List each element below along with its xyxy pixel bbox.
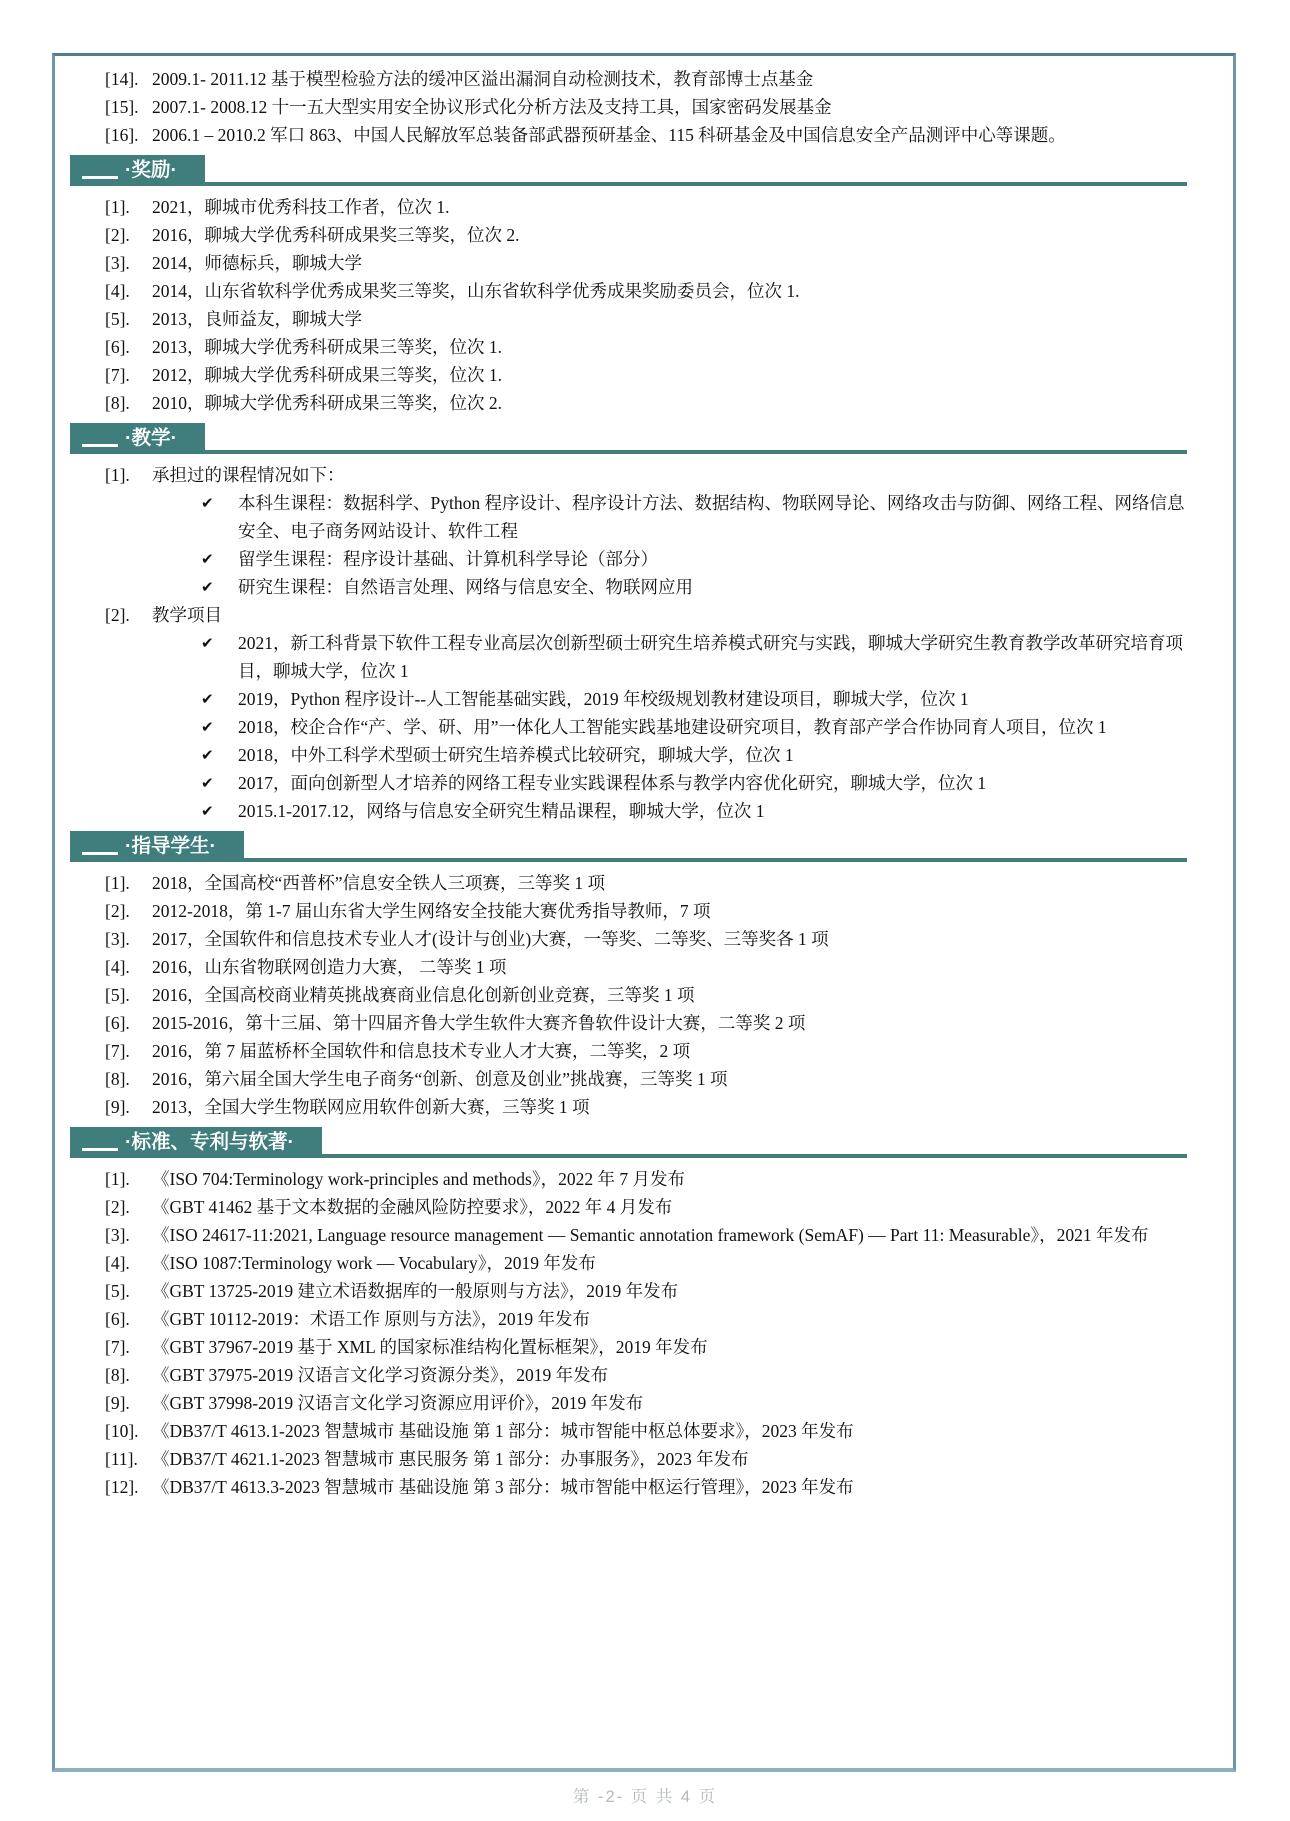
header-dash-decoration [82, 176, 118, 179]
item-number: [9]. [105, 1393, 130, 1413]
list-item [105, 1277, 1187, 1305]
checkmark-icon: ✔ [201, 774, 214, 792]
item-number: [4]. [105, 957, 130, 977]
item-number: [5]. [105, 309, 130, 329]
list-item [105, 121, 1187, 149]
list-item [105, 93, 1187, 121]
list-item [105, 869, 1187, 897]
item-text: 《GBT 13725-2019 建立术语数据库的一般原则与方法》，2019 年发布 [152, 1281, 679, 1301]
item-number: [4]. [105, 1253, 130, 1273]
document-content [55, 56, 1233, 1501]
checkmark-icon: ✔ [201, 746, 214, 764]
item-number: [11]. [105, 1449, 138, 1469]
section-header [70, 155, 1187, 186]
item-number: [15]. [105, 97, 139, 117]
list-item [105, 221, 1187, 249]
item-number: [6]. [105, 337, 130, 357]
sub-list-item [105, 685, 1187, 713]
sub-item-text: 2015.1-2017.12，网络与信息安全研究生精品课程，聊城大学，位次 1 [238, 801, 765, 821]
item-text: 2013，全国大学生物联网应用软件创新大赛，三等奖 1 项 [152, 1097, 590, 1117]
section-rule [205, 182, 1187, 186]
item-number: [8]. [105, 1365, 130, 1385]
checkmark-icon: ✔ [201, 718, 214, 736]
list-item [105, 1249, 1187, 1277]
list-item [105, 1221, 1187, 1249]
item-text: 《GBT 37975-2019 汉语言文化学习资源分类》，2019 年发布 [152, 1365, 609, 1385]
section-title-box [70, 423, 205, 454]
list-item [105, 1361, 1187, 1389]
item-text: 《ISO 704:Terminology work-principles and methods》，2022 年 7 月发布 [152, 1169, 685, 1189]
list-item [105, 1065, 1187, 1093]
item-text: 《GBT 37998-2019 汉语言文化学习资源应用评价》，2019 年发布 [152, 1393, 644, 1413]
list-item [105, 601, 1187, 629]
section-title: ·标准、专利与软著· [125, 1131, 294, 1153]
sub-list-item [105, 629, 1187, 685]
item-text: 2016，山东省物联网创造力大赛， 二等奖 1 项 [152, 957, 507, 977]
page-number: 第 -2- 页 共 4 页 [572, 1788, 718, 1806]
item-text: 2016，聊城大学优秀科研成果奖三等奖，位次 2. [152, 225, 520, 245]
section-title-box [70, 831, 244, 862]
section-title-box [70, 1127, 322, 1158]
list-item [105, 925, 1187, 953]
item-number: [16]. [105, 125, 139, 145]
section-header [70, 1127, 1187, 1158]
item-number: [6]. [105, 1013, 130, 1033]
list-item [105, 1165, 1187, 1193]
item-text: 2017，全国软件和信息技术专业人才(设计与创业)大赛，一等奖、二等奖、三等奖各 1 项 [152, 929, 829, 949]
item-text: 《ISO 24617-11:2021, Language resource management — Semantic annotation framework (SemAF) — Part 11: Measurable》，2021 年发布 [152, 1225, 1149, 1245]
item-number: [8]. [105, 1069, 130, 1089]
section-title-box [70, 155, 205, 186]
sub-list-item [105, 741, 1187, 769]
section-title: ·奖励· [125, 159, 177, 181]
sub-item-text: 本科生课程：数据科学、Python 程序设计、程序设计方法、数据结构、物联网导论、网络攻击与防御、网络工程、网络信息安全、电子商务网站设计、软件工程 [238, 493, 1185, 541]
list-item [105, 277, 1187, 305]
item-text: 2009.1- 2011.12 基于模型检验方法的缓冲区溢出漏洞自动检测技术，教育部博士点基金 [152, 69, 814, 89]
item-number: [2]. [105, 901, 130, 921]
sub-item-text: 留学生课程：程序设计基础、计算机科学导论（部分） [238, 549, 658, 569]
item-number: [3]. [105, 929, 130, 949]
item-text: 《DB37/T 4613.1-2023 智慧城市 基础设施 第 1 部分：城市智能中枢总体要求》，2023 年发布 [152, 1421, 854, 1441]
list-item [105, 461, 1187, 489]
item-number: [2]. [105, 605, 130, 625]
list-item [105, 65, 1187, 93]
item-number: [1]. [105, 465, 130, 485]
header-dash-decoration [82, 444, 118, 447]
item-number: [8]. [105, 393, 130, 413]
list-item [105, 333, 1187, 361]
item-text: 2018，全国高校“西普杯”信息安全铁人三项赛，三等奖 1 项 [152, 873, 606, 893]
page-frame [52, 53, 1236, 1772]
item-text: 《GBT 41462 基于文本数据的金融风险防控要求》，2022 年 4 月发布 [152, 1197, 673, 1217]
item-text: 2014，师德标兵，聊城大学 [152, 253, 362, 273]
checkmark-icon: ✔ [201, 690, 214, 708]
sub-list-item [105, 545, 1187, 573]
item-text: 2016，第 7 届蓝桥杯全国软件和信息技术专业人才大赛，二等奖，2 项 [152, 1041, 691, 1061]
sub-list-item [105, 769, 1187, 797]
sub-list-item [105, 797, 1187, 825]
section-header [70, 831, 1187, 862]
sub-list-item [105, 573, 1187, 601]
section-title: ·指导学生· [125, 835, 216, 857]
item-text: 2012-2018，第 1-7 届山东省大学生网络安全技能大赛优秀指导教师，7 项 [152, 901, 711, 921]
list-item [105, 1009, 1187, 1037]
list-item [105, 1305, 1187, 1333]
list-item [105, 1473, 1187, 1501]
section-title: ·教学· [125, 427, 177, 449]
item-number: [3]. [105, 253, 130, 273]
item-number: [7]. [105, 1041, 130, 1061]
item-number: [7]. [105, 365, 130, 385]
item-text: 2013，聊城大学优秀科研成果三等奖，位次 1. [152, 337, 502, 357]
item-number: [1]. [105, 1169, 130, 1189]
list-item [105, 1333, 1187, 1361]
item-text: 《GBT 10112-2019：术语工作 原则与方法》，2019 年发布 [152, 1309, 590, 1329]
list-item [105, 361, 1187, 389]
item-text: 2016，第六届全国大学生电子商务“创新、创意及创业”挑战赛，三等奖 1 项 [152, 1069, 728, 1089]
list-item [105, 249, 1187, 277]
item-text: 《DB37/T 4621.1-2023 智慧城市 惠民服务 第 1 部分：办事服务》，2023 年发布 [152, 1449, 749, 1469]
sub-list-item [105, 713, 1187, 741]
item-number: [5]. [105, 985, 130, 1005]
list-item [105, 193, 1187, 221]
page-footer [0, 1783, 1290, 1807]
checkmark-icon: ✔ [201, 578, 214, 596]
item-text: 2012，聊城大学优秀科研成果三等奖，位次 1. [152, 365, 502, 385]
item-number: [4]. [105, 281, 130, 301]
list-item [105, 1193, 1187, 1221]
sub-item-text: 研究生课程：自然语言处理、网络与信息安全、物联网应用 [238, 577, 693, 597]
item-number: [3]. [105, 1225, 130, 1245]
header-dash-decoration [82, 1148, 118, 1151]
checkmark-icon: ✔ [201, 802, 214, 820]
item-text: 2010，聊城大学优秀科研成果三等奖，位次 2. [152, 393, 502, 413]
sub-item-text: 2021，新工科背景下软件工程专业高层次创新型硕士研究生培养模式研究与实践，聊城大学研究生教育教学改革研究培育项目，聊城大学，位次 1 [238, 633, 1183, 681]
item-text: 《GBT 37967-2019 基于 XML 的国家标准结构化置标框架》，2019 年发布 [152, 1337, 708, 1357]
list-item [105, 1037, 1187, 1065]
item-text: 2016，全国高校商业精英挑战赛商业信息化创新创业竞赛，三等奖 1 项 [152, 985, 695, 1005]
item-number: [9]. [105, 1097, 130, 1117]
section-header [70, 423, 1187, 454]
item-text: 教学项目 [152, 605, 222, 625]
item-text: 《ISO 1087:Terminology work — Vocabulary》，2019 年发布 [152, 1253, 596, 1273]
list-item [105, 981, 1187, 1009]
section-rule [322, 1154, 1187, 1158]
list-item [105, 1445, 1187, 1473]
header-dash-decoration [82, 852, 118, 855]
sub-item-text: 2019，Python 程序设计--人工智能基础实践，2019 年校级规划教材建设项目，聊城大学，位次 1 [238, 689, 969, 709]
list-item [105, 953, 1187, 981]
section-rule [205, 450, 1187, 454]
list-item [105, 897, 1187, 925]
sub-item-text: 2017，面向创新型人才培养的网络工程专业实践课程体系与教学内容优化研究，聊城大学，位次 1 [238, 773, 987, 793]
item-number: [5]. [105, 1281, 130, 1301]
item-number: [7]. [105, 1337, 130, 1357]
item-text: 承担过的课程情况如下： [152, 465, 345, 485]
item-number: [10]. [105, 1421, 139, 1441]
item-number: [12]. [105, 1477, 139, 1497]
item-text: 2021，聊城市优秀科技工作者，位次 1. [152, 197, 450, 217]
item-number: [6]. [105, 1309, 130, 1329]
checkmark-icon: ✔ [201, 550, 214, 568]
item-number: [1]. [105, 197, 130, 217]
item-text: 2015-2016，第十三届、第十四届齐鲁大学生软件大赛齐鲁软件设计大赛，二等奖 2 项 [152, 1013, 806, 1033]
item-text: 2007.1- 2008.12 十一五大型实用安全协议形式化分析方法及支持工具，国家密码发展基金 [152, 97, 832, 117]
item-text: 《DB37/T 4613.3-2023 智慧城市 基础设施 第 3 部分：城市智能中枢运行管理》，2023 年发布 [152, 1477, 854, 1497]
item-number: [14]. [105, 69, 139, 89]
item-text: 2013，良师益友，聊城大学 [152, 309, 362, 329]
item-text: 2006.1 – 2010.2 军口 863、中国人民解放军总装备部武器预研基金、115 科研基金及中国信息安全产品测评中心等课题。 [152, 125, 1066, 145]
item-number: [2]. [105, 225, 130, 245]
item-number: [1]. [105, 873, 130, 893]
list-item [105, 305, 1187, 333]
checkmark-icon: ✔ [201, 494, 214, 512]
item-text: 2014，山东省软科学优秀成果奖三等奖，山东省软科学优秀成果奖励委员会，位次 1. [152, 281, 800, 301]
sub-item-text: 2018，校企合作“产、学、研、用”一体化人工智能实践基地建设研究项目，教育部产学合作协同育人项目，位次 1 [238, 717, 1107, 737]
sub-list-item [105, 489, 1187, 545]
list-item [105, 389, 1187, 417]
list-item [105, 1389, 1187, 1417]
sub-item-text: 2018，中外工科学术型硕士研究生培养模式比较研究，聊城大学，位次 1 [238, 745, 794, 765]
section-rule [244, 858, 1187, 862]
list-item [105, 1417, 1187, 1445]
checkmark-icon: ✔ [201, 634, 214, 652]
list-item [105, 1093, 1187, 1121]
item-number: [2]. [105, 1197, 130, 1217]
